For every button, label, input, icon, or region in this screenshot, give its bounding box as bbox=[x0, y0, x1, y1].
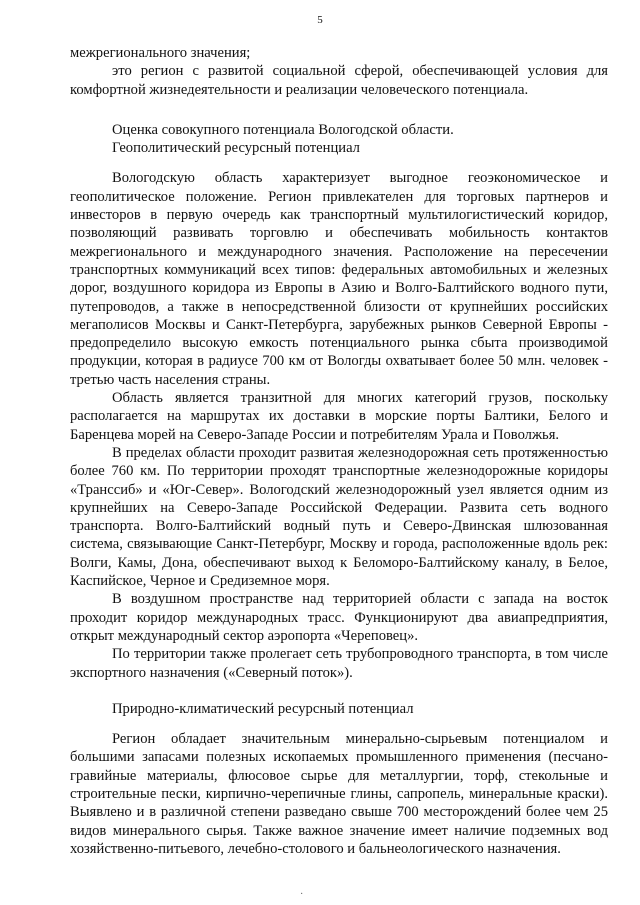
paragraph: Область является транзитной для многих категорий грузов, поскольку располагается на маршрутах их доставки в морские порты Балтики, Белого и Баренцева морей на Северо-Западе России и потребителям Урала и Поволжья. bbox=[70, 390, 608, 443]
spacer bbox=[70, 682, 608, 700]
paragraph: В воздушном пространстве над территорией области с запада на восток проходит коридор международных трасс. Функционируют два авиапредприятия, открыт международный сектор аэропорта «Череповец». bbox=[70, 591, 608, 644]
section-title: Природно-климатический ресурсный потенциал bbox=[112, 700, 414, 717]
paragraph: межрегионального значения; bbox=[70, 45, 251, 61]
paragraph: это регион с развитой социальной сферой, обеспечивающей условия для комфортной жизнедеятельности и реализации человеческого потенциала. bbox=[70, 63, 608, 98]
paragraph: По территории также пролегает сеть трубопроводного транспорта, в том числе экспортного назначения («Северный поток»). bbox=[70, 646, 608, 681]
spacer bbox=[70, 157, 608, 169]
paragraph: Вологодскую область характеризует выгодное геоэкономическое и геополитическое положение. Регион привлекателен для торговых партнеров и инвесторов в первую очередь как транспортный мультилогистический коридор, позволяющий развивать торговлю и обеспечивать мобильность контактов межрегионального и международного значения. Расположение на пересечении транспортных коммуникаций всех типов: федеральных автомобильных и железных дорог, воздушного коридора из Европы в Азию и Волго-Балтийского водного пути, путепроводов, а также в непосредственной близости от крупнейших российских мегаполисов Москвы и Санкт-Петербурга, зарубежных рынков Северной Европы - предопределило высокую емкость потенциального рынка сбыта производимой продукции, которая в радиусе 700 км от Вологды охватывает более 50 млн. человек - третью часть населения страны. bbox=[70, 170, 608, 388]
scan-mark: · bbox=[300, 889, 304, 900]
section-subtitle: Геополитический ресурсный потенциал bbox=[112, 140, 360, 157]
page-number: 5 bbox=[317, 14, 323, 26]
document-body bbox=[70, 44, 608, 858]
paragraph: В пределах области проходит развитая железнодорожная сеть протяженностью более 760 км. По территории проходят транспортные железнодорожные коридоры «Транссиб» и «Юг-Север». Вологодский железнодорожный узел является одним из крупнейших на Северо-Западе Российской Федерации. Развита сеть водного транспорта. Волго-Балтийский водный путь и Северо-Двинская шлюзованная система, связывающие Санкт-Петербург, Москву и города, расположенные вдоль рек: Волги, Камы, Дона, обеспечивают выход к Беломоро-Балтийскому каналу, в Белое, Каспийское, Черное и Средиземное моря. bbox=[70, 444, 608, 590]
spacer bbox=[70, 718, 608, 730]
spacer bbox=[70, 99, 608, 121]
section-title: Оценка совокупного потенциала Вологодской области. bbox=[112, 121, 454, 138]
paragraph: Регион обладает значительным минерально-сырьевым потенциалом и большими запасами полезных ископаемых промышленного применения (песчано-гравийные материалы, флюсовое сырье для металлургии, торф, стекольные и строительные пески, кирпично-черепичные глины, сапропель, минеральные краски). Выявлено и в различной степени разведано свыше 700 месторождений более чем 25 видов минерального сырья. Также важное значение имеет наличие подземных вод хозяйственно-питьевого, лечебно-столового и бальнеологического назначения. bbox=[70, 731, 608, 857]
